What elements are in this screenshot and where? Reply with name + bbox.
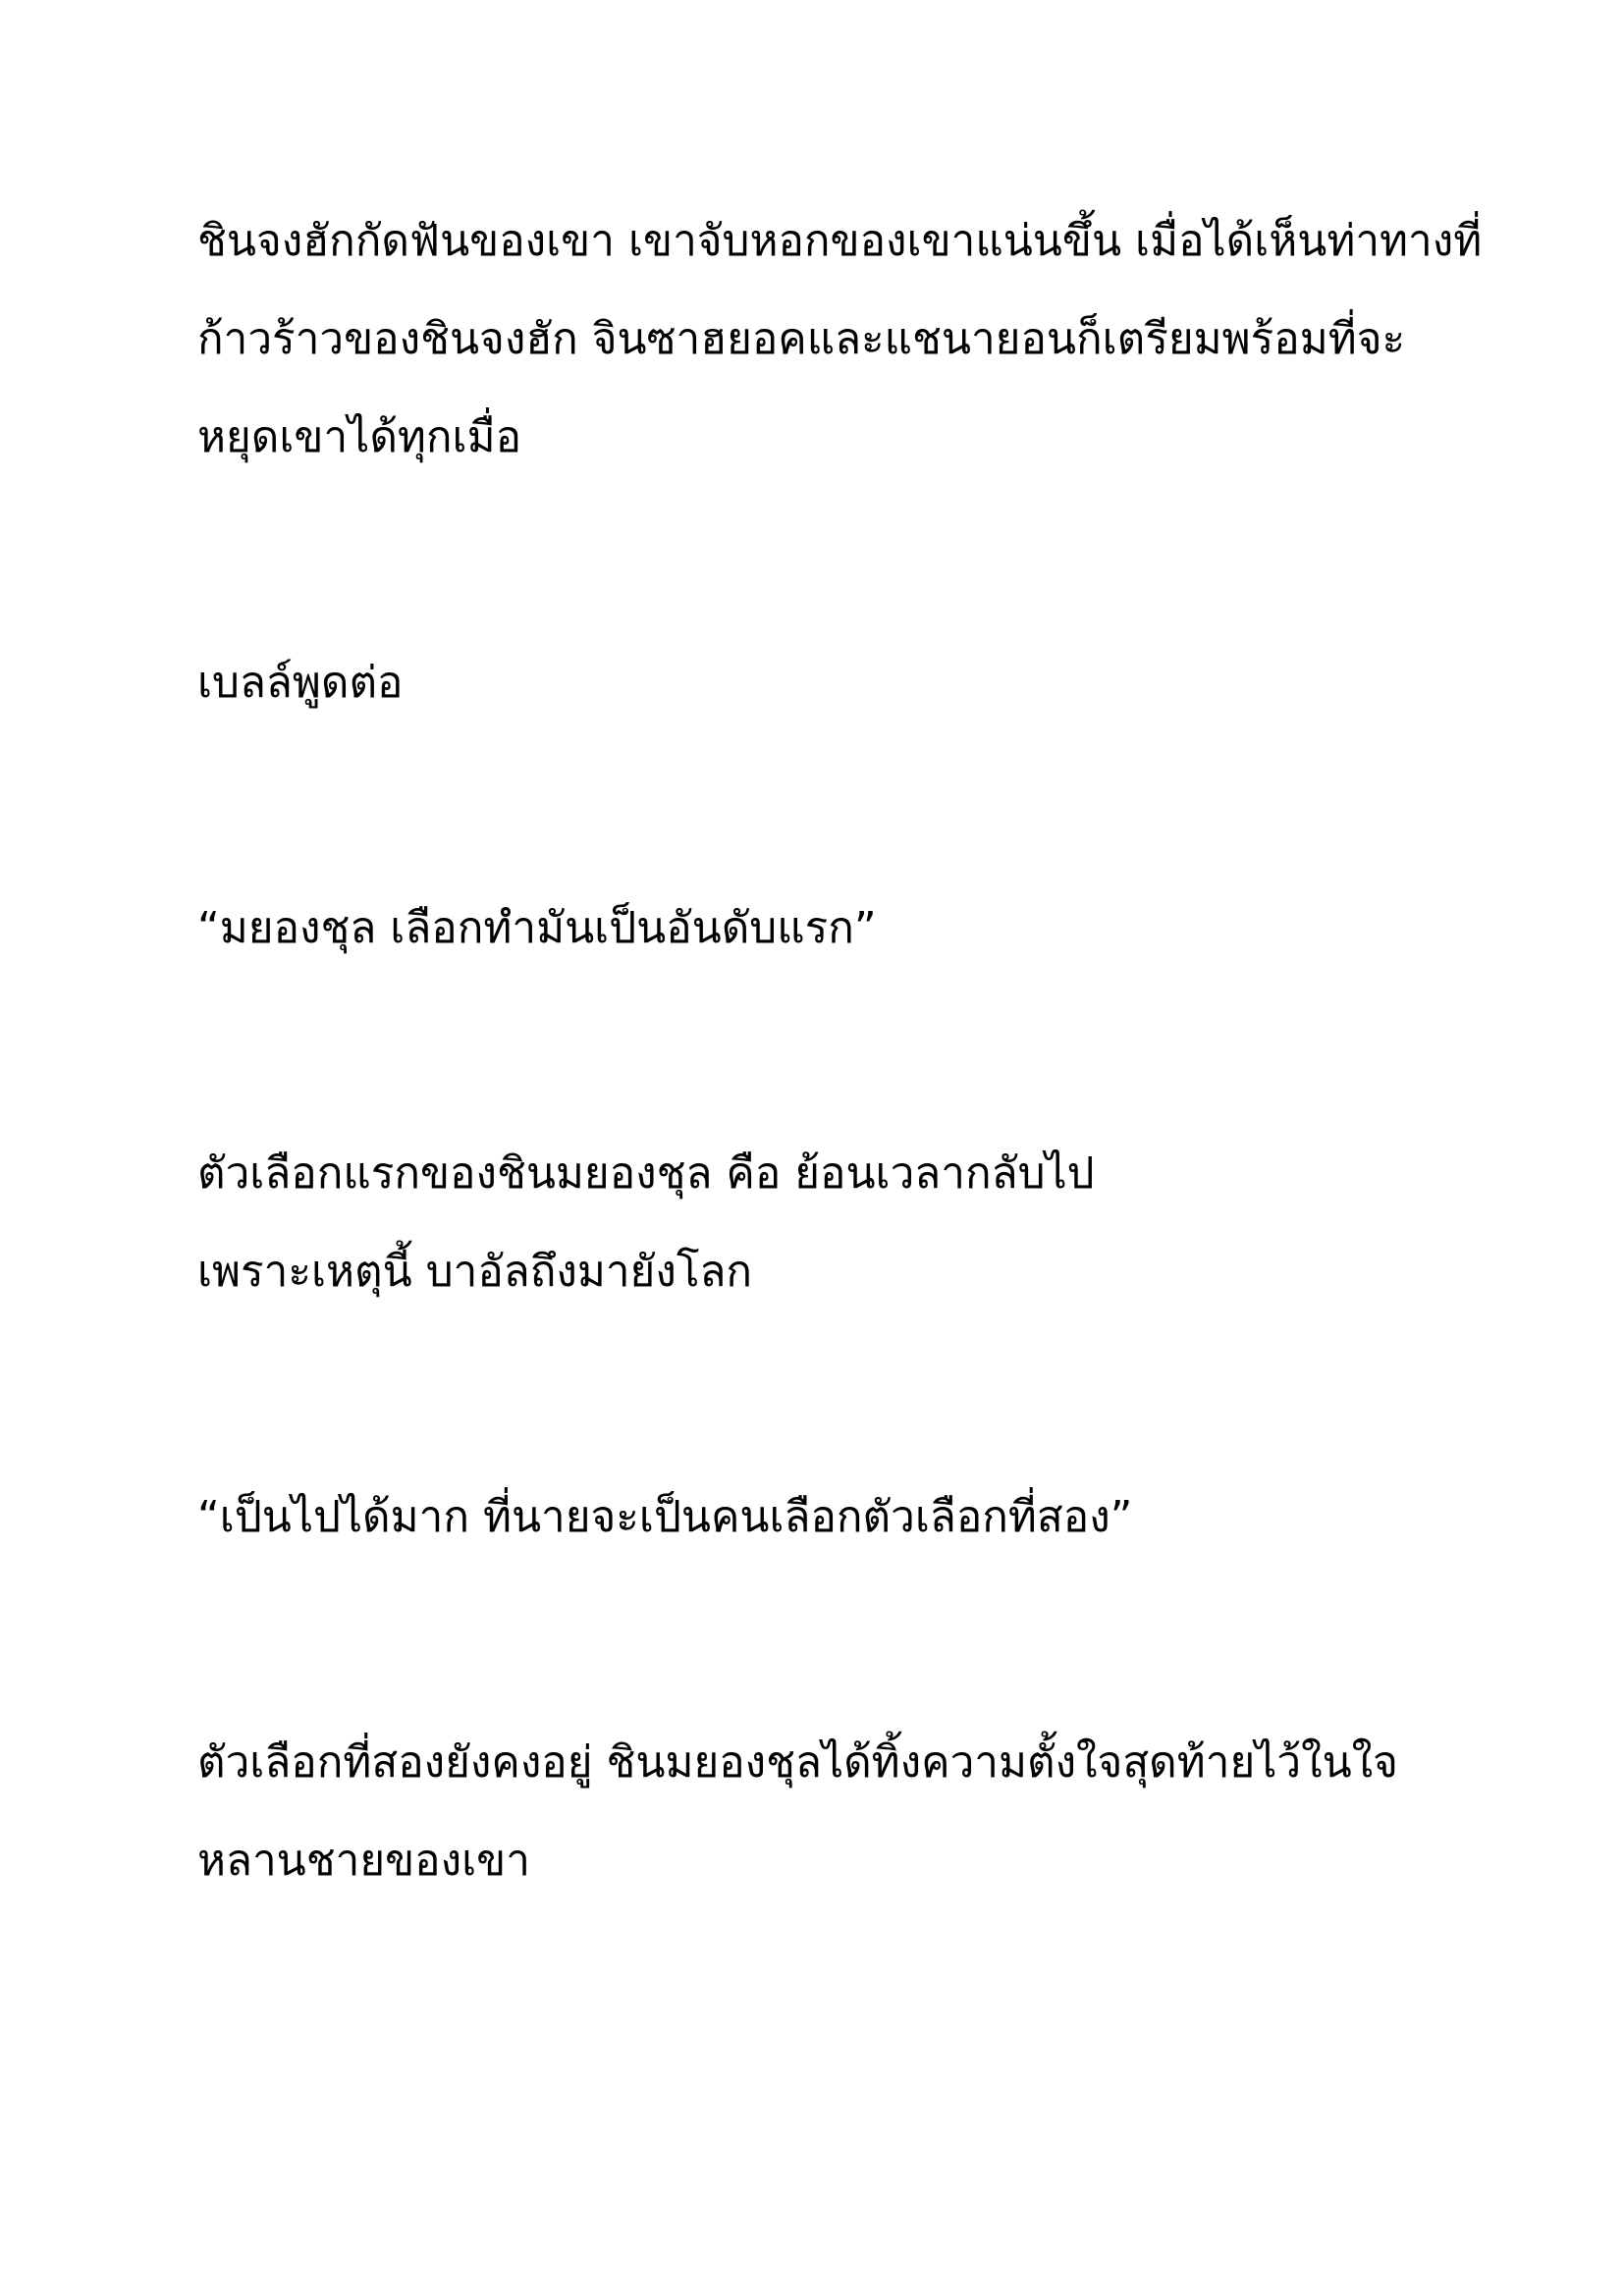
paragraph-5-line-1: “เป็นไปได้มาก ที่นายจะเป็นคนเลือกตัวเลือกที่สอง” <box>197 1492 1133 1542</box>
paragraph-6-line-2: หลานชายของเขา <box>197 1836 530 1886</box>
paragraph-1-line-1: ชินจงฮักกัดฟันของเขา เขาจับหอกของเขาแน่นขึ้น เมื่อได้เห็นท่าทางที่ <box>197 216 1483 266</box>
paragraph-6-line-1: ตัวเลือกที่สองยังคงอยู่ ชินมยองชุลได้ทิ้งความตั้งใจสุดท้ายไว้ในใจ <box>197 1737 1398 1788</box>
paragraph-4-line-2: เพราะเหตุนี้ บาอัลถึงมายังโลก <box>197 1247 753 1297</box>
paragraph-2-line-1: เบลล์พูดต่อ <box>197 658 404 708</box>
paragraph-4-line-1: ตัวเลือกแรกของชินมยองชุล คือ ย้อนเวลากลับไป <box>197 1148 1095 1199</box>
paragraph-1-line-2: ก้าวร้าวของชินจงฮัก จินซาฮยอคและแชนายอนก็เตรียมพร้อมที่จะ <box>197 314 1406 364</box>
paragraph-1-line-3: หยุดเขาได้ทุกเมื่อ <box>197 412 521 462</box>
paragraph-3-line-1: “มยองชุล เลือกทำมันเป็นอันดับแรก” <box>197 903 877 953</box>
